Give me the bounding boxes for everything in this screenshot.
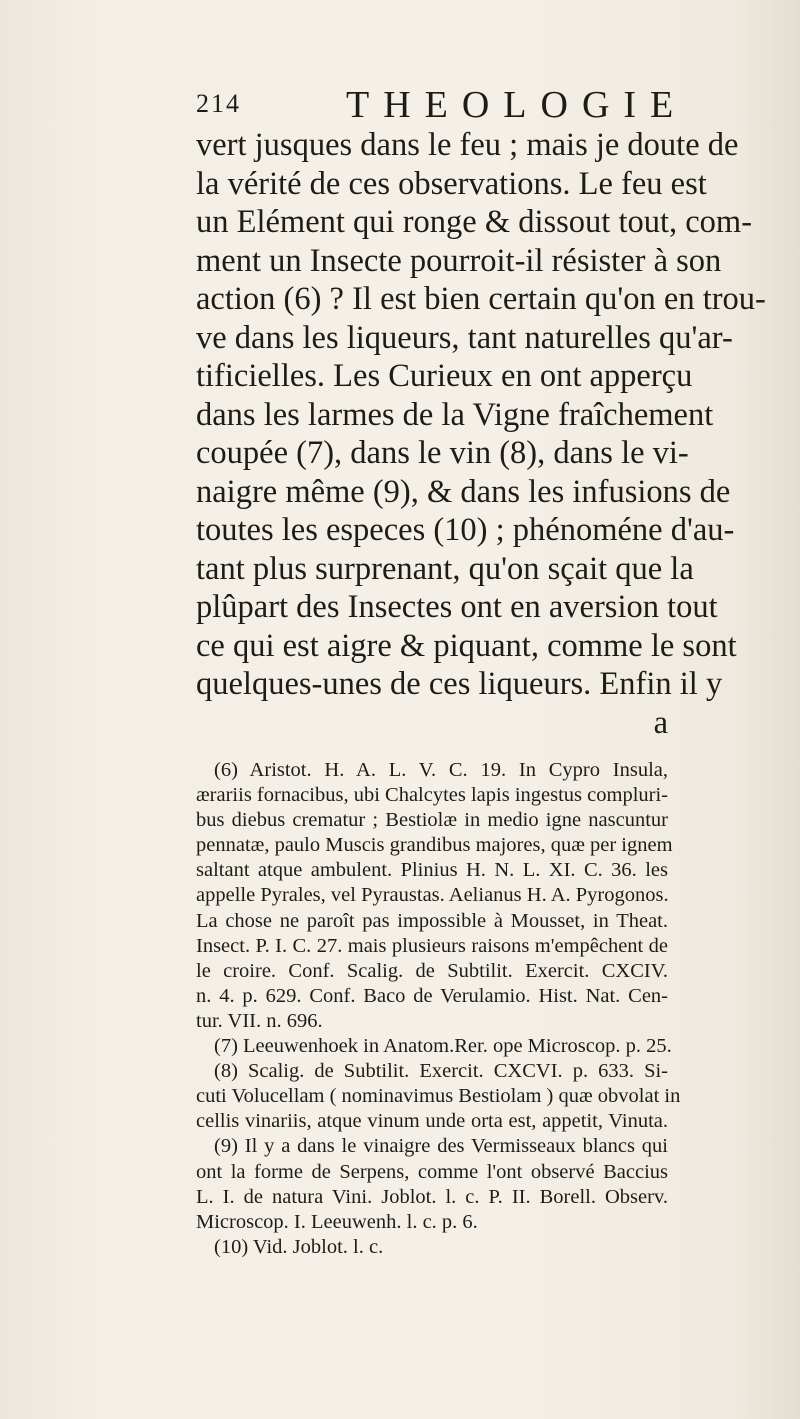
text-line: ment un Insecte pourroit-il résister à son <box>196 242 722 279</box>
text-line: vert jusques dans le feu ; mais je doute de <box>196 127 739 163</box>
text-line: naigre même (9), & dans les infusions de <box>196 473 731 510</box>
footnote-line: (8) Scalig. de Subtilit. Exercit. CXCVI. p. 633. Si- <box>214 1060 668 1083</box>
footnote-line: (9) Il y a dans le vinaigre des Vermisseaux blancs qui <box>214 1135 668 1158</box>
footnote-line: saltant atque ambulent. Plinius H. N. L. XI. C. 36. les <box>196 859 668 882</box>
footnote-line: Microscop. I. Leeuwenh. l. c. p. 6. <box>196 1210 478 1233</box>
text-line: ve dans les liqueurs, tant naturelles qu'ar- <box>196 319 733 356</box>
text-line: plûpart des Insectes ont en aversion tout <box>196 589 718 625</box>
catchword: a <box>653 704 668 741</box>
page-header <box>196 83 688 126</box>
footnote-line: (10) Vid. Joblot. l. c. <box>214 1235 384 1258</box>
footnote-line: Insect. P. I. C. 27. mais plusieurs raisons m'empêchent de <box>196 934 668 957</box>
footnote-line: pennatæ, paulo Muscis grandibus majores, quæ per ignem <box>196 834 673 857</box>
text-line: ce qui est aigre & piquant, comme le sont <box>196 627 737 664</box>
text-line: quelques-unes de ces liqueurs. Enfin il y <box>196 666 723 702</box>
footnote-line: (7) Leeuwenhoek in Anatom.Rer. ope Microscop. p. 25. <box>214 1035 672 1058</box>
footnote-line: le croire. Conf. Scalig. de Subtilit. Exercit. CXCIV. <box>196 959 668 982</box>
text-line: la vérité de ces observations. Le feu est <box>196 165 707 202</box>
footnote-line: L. I. de natura Vini. Joblot. l. c. P. II. Borell. Observ. <box>196 1185 668 1208</box>
page-number: 214 <box>196 89 241 118</box>
text-line: tant plus surprenant, qu'on sçait que la <box>196 550 694 587</box>
text-line: toutes les especes (10) ; phénoméne d'au- <box>196 512 735 548</box>
footnote-line: n. 4. p. 629. Conf. Baco de Verulamio. Hist. Nat. Cen- <box>196 984 668 1007</box>
footnote-line: ærariis fornacibus, ubi Chalcytes lapis ingestus compluri- <box>196 784 668 807</box>
text-line: un Elément qui ronge & dissout tout, com- <box>196 204 753 240</box>
footnote-line: tur. VII. n. 696. <box>196 1009 323 1032</box>
footnote-line: (6) Aristot. H. A. L. V. C. 19. In Cypro Insula, <box>214 759 668 781</box>
footnote-line: cuti Volucellam ( nominavimus Bestiolam ) quæ obvolat in <box>196 1085 681 1108</box>
footnote-line: La chose ne paroît pas impossible à Mousset, in Theat. <box>196 909 668 932</box>
text-line: tificielles. Les Curieux en ont apperçu <box>196 358 693 394</box>
footnote-line: bus diebus crematur ; Bestiolæ in medio igne nascuntur <box>196 809 668 832</box>
text-line: dans les larmes de la Vigne fraîchement <box>196 396 714 433</box>
footnote-line: cellis vinariis, atque vinum unde orta est, appetit, Vinuta. <box>196 1110 668 1133</box>
text-line: action (6) ? Il est bien certain qu'on en trou- <box>196 281 766 317</box>
main-text <box>196 126 766 742</box>
running-title: THEOLOGIE <box>346 84 688 126</box>
text-line: coupée (7), dans le vin (8), dans le vi- <box>196 435 689 471</box>
footnote-line: ont la forme de Serpens, comme l'ont observé Baccius <box>196 1160 668 1183</box>
footnote-line: appelle Pyrales, vel Pyraustas. Aelianus H. A. Pyrogonos. <box>196 884 669 907</box>
footnotes <box>196 758 681 1260</box>
